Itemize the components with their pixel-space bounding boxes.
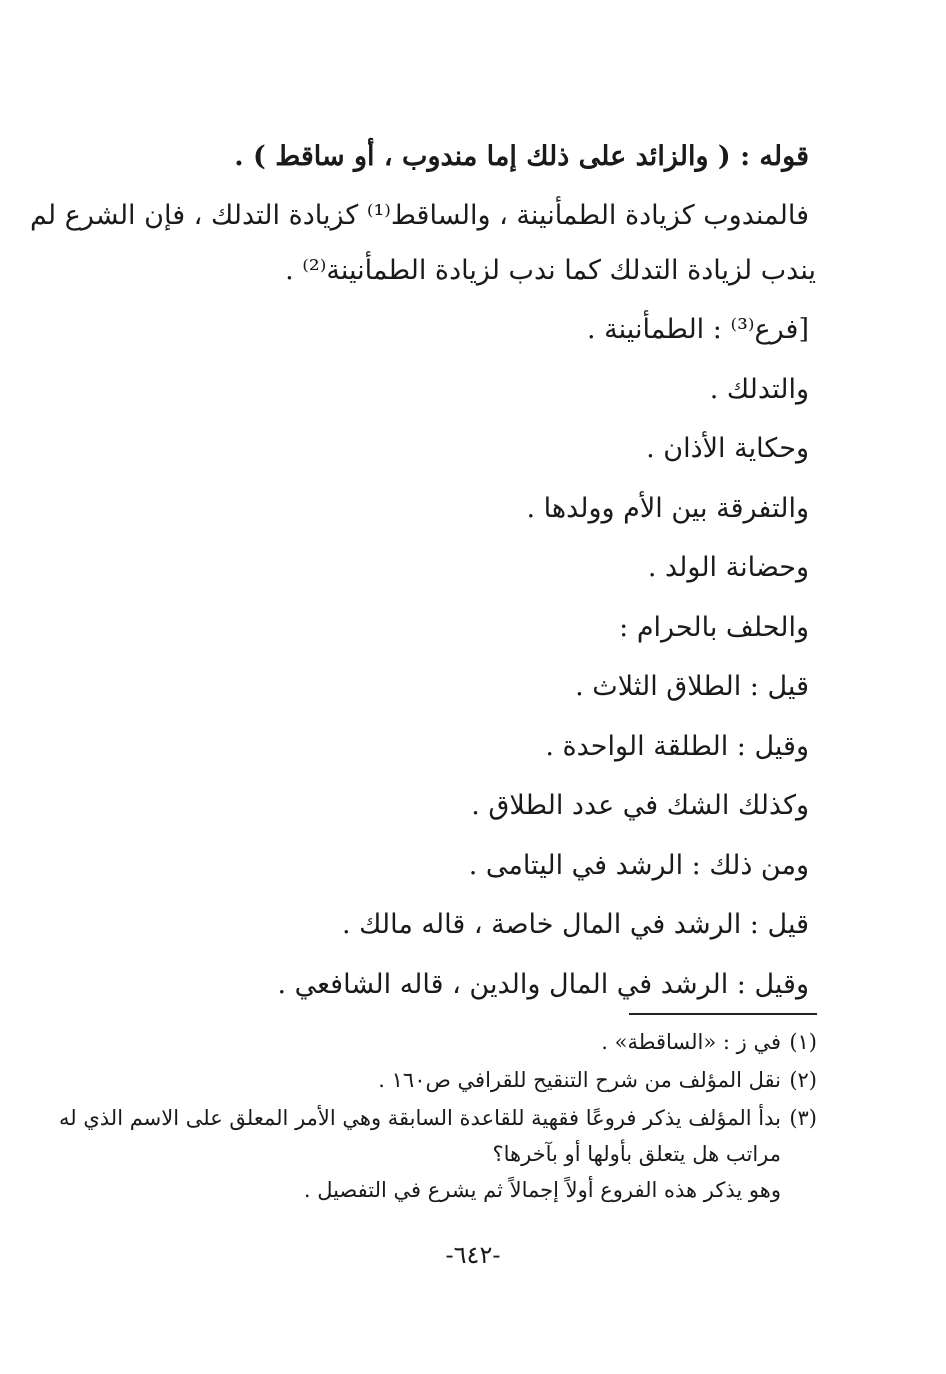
footnote-text: بدأ المؤلف يذكر فروعًا فقهية للقاعدة السابقة وهي الأمر المعلق على الاسم الذي له xyxy=(59,1106,781,1130)
list-item: والتفرقة بين الأم وولدها . xyxy=(526,493,809,524)
list-item: وحضانة الولد . xyxy=(647,552,809,583)
footnote-text: في ز : «الساقطة» . xyxy=(601,1030,781,1054)
list-item: ومن ذلك : الرشد في اليتامى . xyxy=(468,850,809,881)
list-item: وكذلك الشك في عدد الطلاق . xyxy=(471,790,809,821)
list-item: والتدلك . xyxy=(709,374,809,405)
list-item: وقيل : الطلقة الواحدة . xyxy=(545,731,809,762)
list-item: [فرع⁽³⁾ : الطمأنينة . xyxy=(587,314,809,345)
list-item: وقيل : الرشد في المال والدين ، قاله الشافعي . xyxy=(277,969,809,1000)
footnote-divider xyxy=(629,1013,817,1015)
list-item: قيل : الطلاق الثلاث . xyxy=(575,671,809,702)
page-number: -٦٤٢- xyxy=(445,1241,501,1269)
footnote-number: (٣) xyxy=(789,1106,817,1130)
paragraph-line-2: يندب لزيادة التدلك كما ندب لزيادة الطمأنينة⁽²⁾ . xyxy=(285,255,816,286)
footnote-text: مراتب هل يتعلق بأولها أو بآخرها؟ xyxy=(492,1142,781,1166)
footnote-number: (١) xyxy=(789,1030,817,1054)
heading-line: قوله : ( والزائد على ذلك إما مندوب ، أو ساقط ) . xyxy=(234,141,809,172)
footnote-text: نقل المؤلف من شرح التنقيح للقرافي ص١٦٠ . xyxy=(378,1068,781,1092)
paragraph-line-1: فالمندوب كزيادة الطمأنينة ، والساقط⁽¹⁾ كزيادة التدلك ، فإن الشرع لم xyxy=(29,200,809,231)
list-item: قيل : الرشد في المال خاصة ، قاله مالك . xyxy=(342,909,809,940)
footnote-text: وهو يذكر هذه الفروع أولاً إجمالاً ثم يشرع في التفصيل . xyxy=(303,1178,781,1202)
footnote-number: (٢) xyxy=(789,1068,817,1092)
list-item: والحلف بالحرام : xyxy=(619,612,809,643)
list-item: وحكاية الأذان . xyxy=(646,433,809,464)
